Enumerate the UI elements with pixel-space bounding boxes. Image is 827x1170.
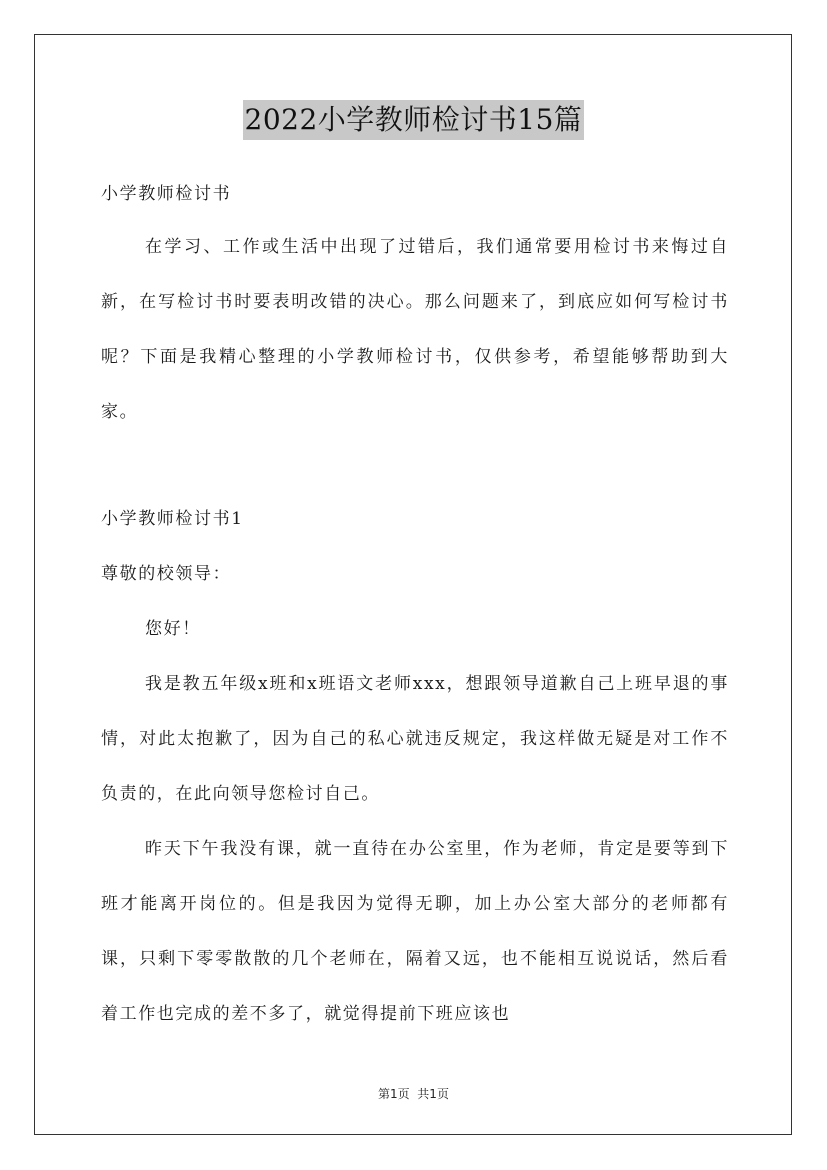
- title-container: [0, 100, 827, 140]
- intro-paragraph-block: [101, 220, 729, 440]
- salutation: 尊敬的校领导：: [101, 564, 232, 584]
- intro-heading-text: 小学教师检讨书: [101, 184, 232, 204]
- letter-heading: 小学教师检讨书1: [101, 509, 244, 529]
- page-footer: [0, 1085, 827, 1102]
- greeting: 您好！: [145, 619, 201, 639]
- intro-heading: [101, 167, 729, 222]
- page-number: 第1页 共1页: [378, 1087, 449, 1101]
- letter-block: [101, 492, 729, 1042]
- body-paragraph-2: 昨天下午我没有课，就一直待在办公室里，作为老师，肯定是要等到下班才能离开岗位的。但是我因为觉得无聊，加上办公室大部分的老师都有课，只剩下零零散散的几个老师在，隔着又远，也不能相互说说话，然后看着工作也完成的差不多了，就觉得提前下班应该也: [101, 839, 729, 1024]
- body-paragraph-1: 我是教五年级x班和x班语文老师xxx，想跟领导道歉自己上班早退的事情，对此太抱歉了，因为自己的私心就违反规定，我这样做无疑是对工作不负责的，在此向领导您检讨自己。: [101, 674, 729, 804]
- document-title: 2022小学教师检讨书15篇: [243, 100, 585, 140]
- intro-paragraph: 在学习、工作或生活中出现了过错后，我们通常要用检讨书来悔过自新，在写检讨书时要表明改错的决心。那么问题来了，到底应如何写检讨书呢？下面是我精心整理的小学教师检讨书，仅供参考，希望能够帮助到大家。: [101, 237, 729, 422]
